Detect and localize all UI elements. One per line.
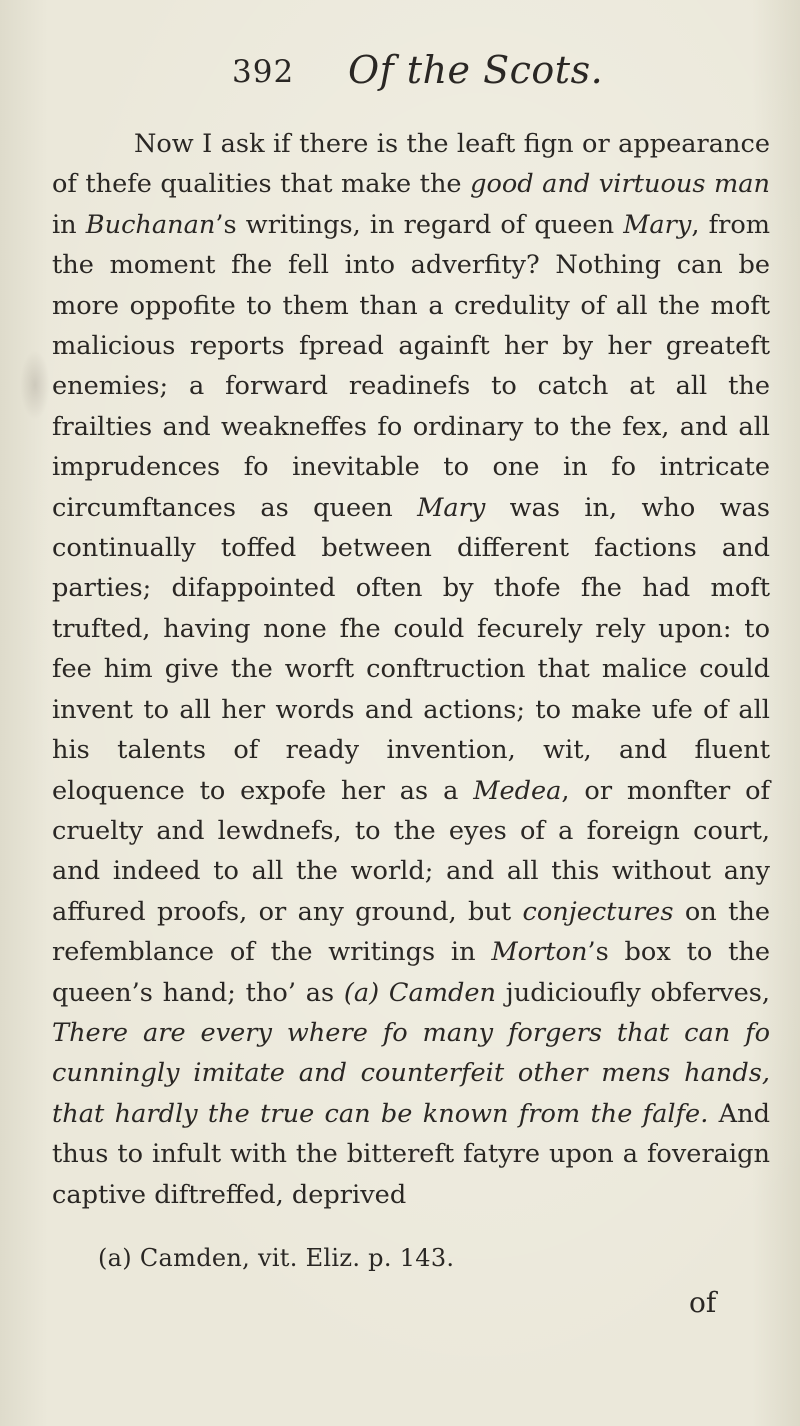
text-run: ’s box to the queen’s hand; tho’ as [52, 937, 770, 1008]
text-run: in [52, 209, 86, 240]
text-run: judicioufly obferves, [496, 977, 770, 1008]
text-run: Now I ask if there is the leaft fign or appearance of thefe qualities that make the [52, 129, 770, 200]
text-run: was in, who was continually toffed between different factions and parties; difappointed often by thofe fhe had moft trufted, having none fhe could fecurely rely upon: to fee him give the worft conftruction that malice could invent to all her words and actions; to make ufe of all his talents of ready invention, wit, and fluent eloquence to expofe her as a [52, 492, 770, 806]
italic-run: Camden [388, 977, 497, 1008]
italic-run: good and virtuous man [470, 169, 770, 200]
page-header [232, 48, 760, 98]
text-run: , or monfter of cruelty and lewdnefs, to the eyes of a foreign court, and indeed to all the world; and all this without any affured proofs, or any ground, but [52, 775, 771, 927]
text-run: And thus to infult with the bittereft fatyre upon a foveraign captive diftreffed, deprived [52, 1098, 770, 1210]
text-run [379, 978, 389, 1008]
italic-run: Morton [491, 937, 588, 968]
italic-run: There are every where fo many forgers that can fo cunningly imitate and counterfeit other mens hands, that hardly the true can be known from the falfe. [52, 1017, 770, 1129]
text-run: ’s writings, in regard of queen [215, 209, 624, 240]
footnote: (a) Camden, vit. Eliz. p. 143. [98, 1244, 455, 1272]
italic-run: conjectures [522, 896, 674, 927]
italic-run: (a) [343, 977, 380, 1008]
page-number: 392 [232, 54, 295, 90]
text-run: on the refemblance of the writings in [52, 896, 770, 968]
running-head: Of the Scots. [348, 48, 604, 92]
body-paragraph [52, 124, 770, 1215]
italic-run: Buchanan [85, 209, 216, 240]
text-run: , from the moment fhe fell into adverfity? Nothing can be more oppofite to them than a credulity of all the moft malicious reports fpread againft her by her greateft enemies; a forward readinefs to catch at all the frailties and weakneffes fo ordinary to the fex, and all imprudences fo inevitable to one in fo intricate circumftances as queen [52, 209, 771, 523]
catchword: of [689, 1286, 717, 1319]
ink-smudge [20, 350, 50, 420]
italic-run: Medea [473, 775, 562, 806]
italic-run: Mary [623, 209, 692, 240]
italic-run: Mary [417, 492, 486, 523]
